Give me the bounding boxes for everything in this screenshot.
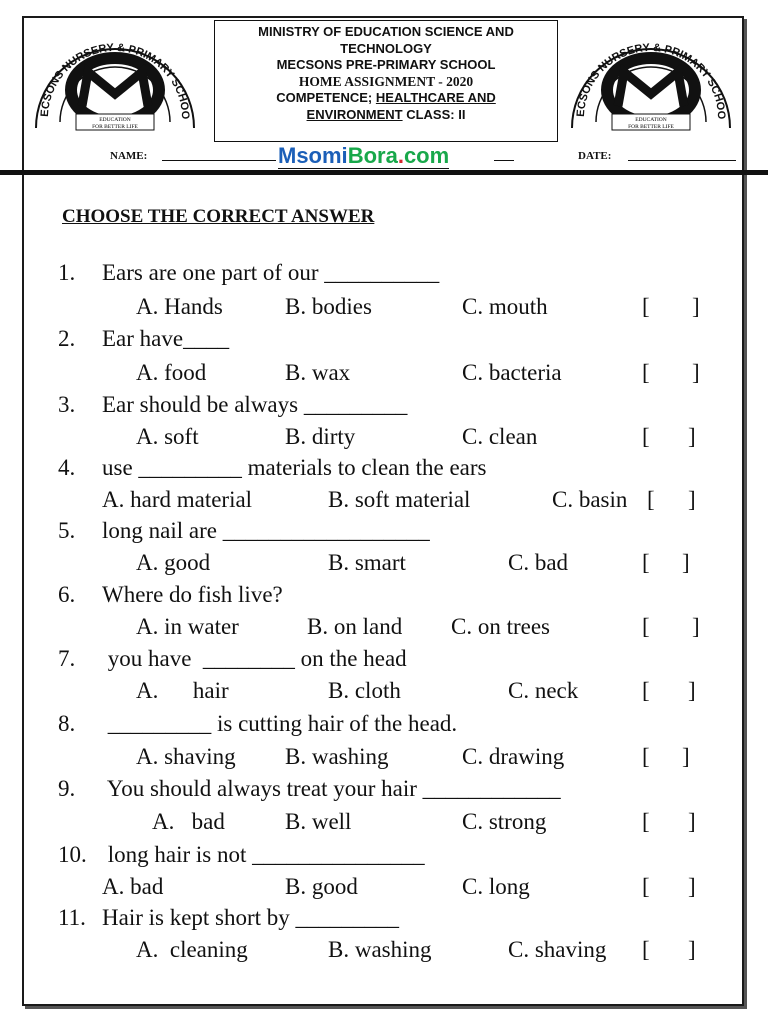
question-text: long nail are __________________ <box>102 518 430 543</box>
option-c[interactable]: C. basin <box>552 487 628 512</box>
name-field-line-tail <box>494 160 514 161</box>
question-row <box>0 842 768 872</box>
header-competence-row <box>214 90 558 107</box>
options-row <box>0 550 768 580</box>
question-text: Ear have____ <box>102 326 230 351</box>
options-row <box>0 614 768 644</box>
name-field-line[interactable] <box>162 160 276 161</box>
answer-bracket-close: ] <box>688 678 696 703</box>
option-a[interactable]: A. good <box>136 550 211 575</box>
question-text: Where do fish live? <box>102 582 283 607</box>
question-row <box>0 260 768 290</box>
competence-value-b: ENVIRONMENT <box>306 106 403 122</box>
answer-bracket-close: ] <box>688 487 696 512</box>
header-class-row <box>214 107 558 124</box>
question-number: 7. <box>58 646 76 671</box>
school-logo-left-graphic <box>30 22 200 142</box>
question-number: 4. <box>58 455 76 480</box>
name-date-row <box>0 143 768 168</box>
answer-bracket-open: [ <box>642 294 650 319</box>
date-label: DATE: <box>578 150 612 162</box>
option-c[interactable]: C. neck <box>508 678 579 703</box>
options-row <box>0 294 768 324</box>
options-row <box>0 744 768 774</box>
logo-arc-text-right: ECSONS NURSERY & PRIMARY SCHOO <box>574 41 728 120</box>
option-c[interactable]: C. bacteria <box>462 360 562 385</box>
header-school-name: MECSONS PRE-PRIMARY SCHOOL <box>276 57 496 72</box>
answer-bracket-close: ] <box>688 424 696 449</box>
answer-bracket-open: [ <box>642 744 650 769</box>
answer-bracket-close: ] <box>682 744 690 769</box>
option-a[interactable]: A. hair <box>136 678 229 703</box>
question-text: long hair is not _______________ <box>102 842 425 867</box>
question-number: 5. <box>58 518 76 543</box>
option-b[interactable]: B. smart <box>328 550 406 575</box>
answer-bracket-close: ] <box>688 874 696 899</box>
option-c[interactable]: C. drawing <box>462 744 565 769</box>
competence-label: COMPETENCE; <box>276 90 373 105</box>
option-b[interactable]: B. soft material <box>328 487 471 512</box>
option-b[interactable]: B. washing <box>328 937 432 962</box>
option-a[interactable]: A. hard material <box>102 487 253 512</box>
option-a[interactable]: A. shaving <box>136 744 236 769</box>
header-technology: TECHNOLOGY <box>340 40 432 56</box>
question-row <box>0 518 768 548</box>
answer-bracket-open: [ <box>642 424 650 449</box>
option-b[interactable]: B. dirty <box>285 424 356 449</box>
answer-bracket-open: [ <box>642 550 650 575</box>
option-a[interactable]: A. Hands <box>136 294 223 319</box>
question-number: 2. <box>58 326 76 351</box>
logo-motto-line2-left: FOR BETTER LIFE <box>92 124 138 130</box>
question-number: 1. <box>58 260 76 285</box>
question-row <box>0 646 768 676</box>
question-number: 10. <box>58 842 87 867</box>
answer-bracket-close: ] <box>688 809 696 834</box>
question-text: Hair is kept short by _________ <box>102 905 400 930</box>
answer-bracket-close: ] <box>692 614 700 639</box>
competence-value-a: HEALTHCARE AND <box>375 90 496 105</box>
options-row <box>0 424 768 454</box>
question-text: use _________ materials to clean the ears <box>102 455 487 480</box>
brand-watermark <box>278 144 449 169</box>
school-logo-right <box>566 22 736 142</box>
options-row <box>0 937 768 967</box>
option-a[interactable]: A. cleaning <box>136 937 248 962</box>
answer-bracket-open: [ <box>642 874 650 899</box>
answer-bracket-open: [ <box>647 487 655 512</box>
options-row <box>0 678 768 708</box>
question-number: 11. <box>58 905 86 930</box>
school-logo-left <box>30 22 200 142</box>
answer-bracket-open: [ <box>642 614 650 639</box>
options-row <box>0 874 768 904</box>
question-number: 8. <box>58 711 76 736</box>
option-c[interactable]: C. long <box>462 874 530 899</box>
instruction-heading: CHOOSE THE CORRECT ANSWER <box>62 206 375 227</box>
question-row <box>0 905 768 935</box>
option-a[interactable]: A. in water <box>136 614 239 639</box>
question-number: 6. <box>58 582 76 607</box>
option-a[interactable]: A. soft <box>136 424 199 449</box>
question-text: You should always treat your hair ____________ <box>102 776 561 801</box>
answer-bracket-open: [ <box>642 360 650 385</box>
question-number: 3. <box>58 392 76 417</box>
option-b[interactable]: B. good <box>285 874 358 899</box>
brand-part2: Bora <box>347 143 398 168</box>
question-row <box>0 392 768 422</box>
option-a[interactable]: A. bad <box>102 874 164 899</box>
option-b[interactable]: B. wax <box>285 360 351 385</box>
answer-bracket-open: [ <box>642 937 650 962</box>
brand-part1: Msomi <box>278 143 348 168</box>
question-row <box>0 455 768 485</box>
option-c[interactable]: C. strong <box>462 809 547 834</box>
option-c[interactable]: C. on trees <box>451 614 551 639</box>
option-a[interactable]: A. bad <box>152 809 225 834</box>
header-assignment: HOME ASSIGNMENT - 2020 <box>298 73 474 89</box>
brand-part4: com <box>403 143 450 168</box>
option-b[interactable]: B. bodies <box>285 294 372 319</box>
question-text: you have ________ on the head <box>102 646 407 671</box>
option-b[interactable]: B. cloth <box>328 678 401 703</box>
name-label: NAME: <box>110 150 148 162</box>
school-logo-right-graphic <box>566 22 736 142</box>
option-b[interactable]: B. well <box>285 809 352 834</box>
date-field-line[interactable] <box>628 160 736 161</box>
header-ministry: MINISTRY OF EDUCATION SCIENCE AND <box>258 24 514 39</box>
answer-bracket-close: ] <box>692 360 700 385</box>
question-row <box>0 326 768 356</box>
options-row <box>0 360 768 390</box>
answer-bracket-close: ] <box>692 294 700 319</box>
class-label: CLASS: II <box>406 106 466 122</box>
answer-bracket-open: [ <box>642 809 650 834</box>
option-a[interactable]: A. food <box>136 360 207 385</box>
question-row <box>0 711 768 741</box>
option-c[interactable]: C. mouth <box>462 294 548 319</box>
logo-arc-text-left: ECSONS NURSERY & PRIMARY SCHOO <box>38 41 192 120</box>
options-row <box>0 487 768 517</box>
question-row <box>0 776 768 806</box>
logo-motto-line1-right: EDUCATION <box>635 117 667 123</box>
option-b[interactable]: B. on land <box>307 614 403 639</box>
option-c[interactable]: C. bad <box>508 550 569 575</box>
answer-bracket-close: ] <box>688 937 696 962</box>
brand-part3: . <box>397 143 404 168</box>
answer-bracket-close: ] <box>682 550 690 575</box>
option-c[interactable]: C. clean <box>462 424 538 449</box>
header-text <box>214 24 558 123</box>
question-number: 9. <box>58 776 76 801</box>
option-c[interactable]: C. shaving <box>508 937 607 962</box>
logo-motto-line2-right: FOR BETTER LIFE <box>628 124 674 130</box>
header-divider-rule <box>0 170 768 175</box>
question-text: Ears are one part of our __________ <box>102 260 440 285</box>
answer-bracket-open: [ <box>642 678 650 703</box>
question-row <box>0 582 768 612</box>
question-text: Ear should be always _________ <box>102 392 408 417</box>
options-row <box>0 809 768 839</box>
logo-motto-line1-left: EDUCATION <box>99 117 131 123</box>
option-b[interactable]: B. washing <box>285 744 389 769</box>
question-text: _________ is cutting hair of the head. <box>102 711 458 736</box>
